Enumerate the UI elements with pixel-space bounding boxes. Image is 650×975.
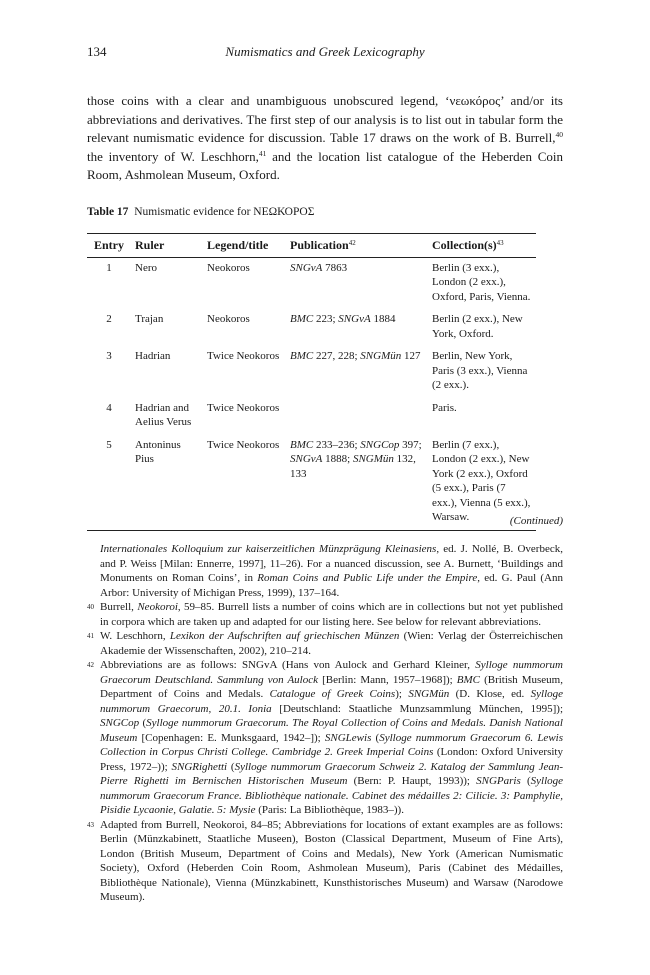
footnote-text: Lexikon der Aufschriften auf griechischen Münzen [169,630,400,642]
body-text: the inventory of W. Leschhorn, [87,148,259,164]
publication-part: BMC [290,313,314,325]
footnote-ref-40[interactable]: 40 [555,130,563,139]
cell-entry: 1 [106,261,112,274]
footnote-text: SNGMün [408,688,450,700]
footnote-text: (Wien: Verlag der Österreichischen Akademie der Wissenschaften, 2002), 210–214. [100,630,563,657]
publication-part: SNGMün [360,350,402,362]
publication-part: 1888; [322,453,353,465]
footnote-text: Sylloge nummorum Graecorum Schweiz 2. Katalog der Sammlung Jean-Pierre Righetti im Bernischen Historischen Museum [100,760,563,787]
footnote-text: Roman Coins and Public Life under the Empire [257,572,478,584]
table-row [87,398,536,435]
footnote-text: Sylloge nummorum Graecorum Deutschland. Sammlung von Aulock [100,659,563,686]
footnote-text: ( [520,775,531,787]
footnote-text: ); [395,688,409,700]
footnote-text: (Bern: P. Haupt, 1993)); [347,775,477,787]
footnote-text: , ed. J. Nollé, B. Overbeck, and P. Weiss [Milan: Ennerre, 1997], 11–26). For a nuanced discussion, see A. Burnett, ‘Buildings and Monuments on Roman Coins’, in [100,543,563,584]
footnote-text: Catalogue of Greek Coins [269,688,396,700]
cell-collection: Berlin (2 exx.), New York, Oxford. [432,313,523,340]
footnote-number: 42 [87,661,94,669]
footnote-ref-42[interactable]: 42 [348,239,356,247]
table-body [87,257,536,530]
footnote-text: Sylloge nummorum Graecorum 6. Lewis Collection in Corpus Christi College. Cambridge 2. Greek Imperial Coins [100,731,563,758]
footnote-text: SNGParis [476,775,521,787]
publication-part: 1884 [370,313,396,325]
publication-part: 397; [399,438,422,451]
table-continued-note: (Continued) [509,515,563,527]
table-caption [87,206,563,218]
footnote-text: ( [227,760,235,773]
footnote-text: BMC [456,673,480,686]
cell-collection: Berlin, New York, Paris (3 exx.), Vienna (2 exx.). [432,350,528,391]
footnote-text: Sylloge nummorum Graecorum, 20.1. Ionia [100,688,564,715]
footnote-text: ( [139,717,147,729]
footnote-text: Neokoroi [137,601,178,613]
table-row [87,346,536,398]
footnote [87,600,563,629]
header-collection [428,234,536,258]
cell-publication [286,398,428,435]
publication-part: 7863 [322,261,348,274]
footnote-ref-41[interactable]: 41 [258,148,267,158]
footnote-text: SNGRighetti [171,760,228,773]
cell-legend: Twice Neokoros [207,350,280,362]
footnote-text: Burrell, [100,601,138,613]
footnote-ref-43[interactable]: 43 [496,239,504,247]
header-ruler: Ruler [131,234,203,258]
footnote-text: [Deutschland: Staatliche Munzsammlung München, 1995]); [271,702,563,715]
cell-entry: 5 [87,435,131,531]
cell-publication [286,257,428,309]
body-paragraph [87,92,563,185]
footnote [87,818,563,905]
publication-part: 127 [401,350,421,362]
publication-part: SNGMün [352,453,394,465]
cell-ruler: Hadrian and Aelius Verus [135,401,192,428]
footnote-text: (British Museum, Department of Coins and Medals. [100,673,563,700]
publication-part: 233–236; [313,438,361,451]
body-text: those coins with a clear and unambiguous unobscured legend, ‘νεωκόρος’ and/or its abbreviations and derivatives. The first step of our analysis is to list out in tabular form the relevant numismatic evidence for discussion. Table 17 draws on the work of B. Burrell, [87,93,563,145]
footnote-text: (Paris: La Bibliothèque, 1983–)). [255,804,404,816]
footnote-number: 40 [87,603,94,611]
cell-ruler: Hadrian [135,350,171,362]
cell-entry: 4 [106,401,112,414]
header-entry: Entry [87,234,131,258]
footnote-number: 43 [87,820,94,829]
footnote-text: [Copenhagen: E. Munksgaard, 1942–]); [137,731,325,744]
cell-entry: 2 [106,313,112,325]
cell-legend: Twice Neokoros [207,401,280,414]
cell-ruler: Nero [135,261,157,274]
cell-publication [286,309,428,346]
table-caption-label: Table 17 [87,206,129,218]
footnote-text: SNGCop [100,717,140,729]
cell-collection: Berlin (3 exx.), London (2 exx.), Oxford, Paris, Vienna. [432,261,531,303]
footnote-text: Internationales Kolloquium zur kaiserzeitlichen Münzprägung Kleinasiens [100,543,437,555]
footnote-text: Sylloge nummorum Graecorum France. Bibliothèque nationale. Cabinet des médailles 2: Cilicie. 3: Pamphylie, Pisidie Lycaonie, Galatie. 5: Mysie [100,775,564,816]
cell-entry: 3 [106,350,112,362]
cell-legend: Neokoros [207,261,250,274]
footnote-text: (London: Oxford University Press, 1972–)); [100,746,563,773]
footnote-text: W. Leschhorn, [100,630,170,642]
table-row [87,309,536,346]
body-text: and the location list catalogue of the Heberden Coin Room, Ashmolean Museum, Oxford. [87,148,563,182]
footnote [87,658,563,818]
running-title: Numismatics and Greek Lexicography [225,44,425,59]
footnote [87,542,563,600]
footnote-text: , 59–85. Burrell lists a number of coins which are in collections but not yet published in corpora which are taken up and adapted for our listing here. See below for relevant abbreviations. [100,601,563,628]
header-legend: Legend/title [203,234,286,258]
page-header [87,44,563,62]
publication-part: 223; [313,313,339,325]
publication-part: 132, 133 [290,453,416,480]
cell-legend: Neokoros [207,313,250,325]
cell-publication [286,346,428,398]
publication-part: SNGCop [360,438,400,451]
footnotes [87,542,563,905]
footnote-text: , ed. G. Paul (Ann Arbor: University of Michigan Press, 1999), 137–164. [100,572,563,599]
footnote-text: Adapted from Burrell, Neokoroi, 84–85; Abbreviations for locations of extant examples are as follows: Berlin (Münzkabinett, Staatliche Museen), Boston (Classical Department, Museum of Fine Arts), London (British Museum, Department of Coins and Medals), New York (American Numismatic Society), Oxford (Heberden Coin Room, Ashmolean Museum), Paris (Cabinet des Médailles, Bibliothèque Nationale), Vienna (Münzkabinett, Kunsthistorisches Museum) and Warsaw (Narodowe Museum). [100,818,563,903]
footnote-text: SNGLewis [324,731,372,744]
publication-part: SNGvA [290,453,323,465]
header-publication-label: Publication [290,238,349,252]
footnote-number: 41 [87,632,94,640]
evidence-table [87,233,536,531]
footnote [87,629,563,658]
footnote-text: ( [371,731,380,744]
footnote-text: Abbreviations are as follows: SNGvA (Hans von Aulock and Gerhard Kleiner, [100,659,476,671]
cell-ruler: Antoninus Pius [131,435,203,531]
footnote-text: [Berlin: Mann, 1957–1968]); [318,673,457,686]
cell-legend: Twice Neokoros [203,435,286,531]
table-row [87,257,536,309]
header-publication [286,234,428,258]
header-collection-label: Collection(s) [432,238,497,252]
footnote-text: Sylloge nummorum Graecorum. The Royal Collection of Coins and Medals. Danish National Museum [100,717,563,744]
table-caption-text: Numismatic evidence for ΝΕΩΚΟΡΟΣ [134,206,315,218]
footnote-text: (D. Klose, ed. [449,688,531,700]
publication-part: SNGvA [338,313,371,325]
table-header-row [87,234,536,258]
cell-ruler: Trajan [135,313,164,325]
publication-part: SNGvA [290,261,323,274]
publication-part: BMC [290,350,314,362]
publication-part: BMC [290,438,314,451]
cell-collection: Berlin (7 exx.), London (2 exx.), New York (2 exx.), Oxford (5 exx.), Paris (7 exx.), Vienna (5 exx.), Warsaw. [428,435,536,531]
publication-part: 227, 228; [313,350,361,362]
cell-collection: Paris. [432,401,457,414]
page-number: 134 [87,44,107,59]
